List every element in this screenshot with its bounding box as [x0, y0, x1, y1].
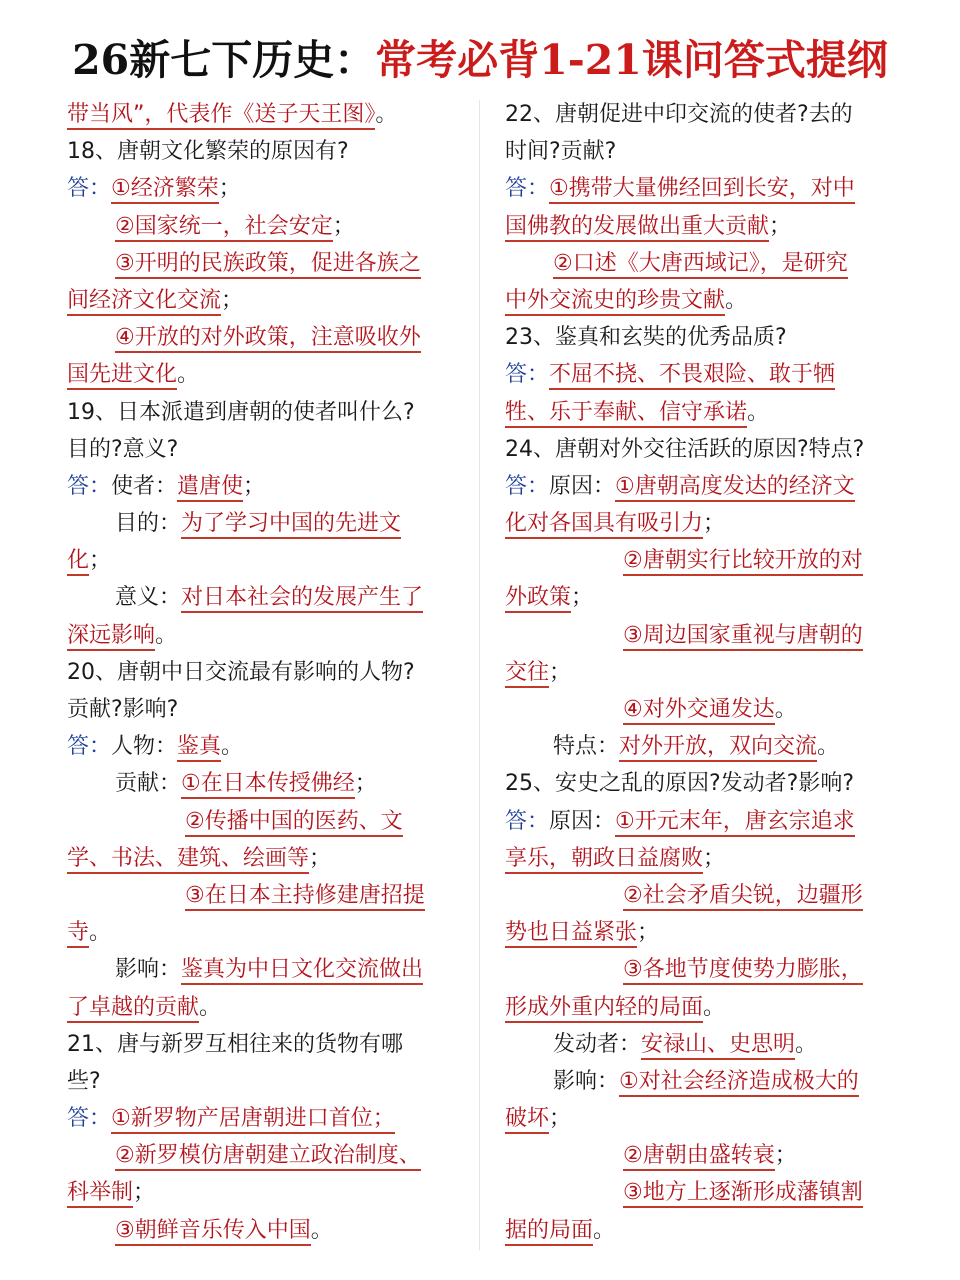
answer-key: 意义：	[115, 585, 182, 611]
punctuation: 。	[817, 734, 840, 760]
answer-line	[505, 617, 897, 654]
answer-text: 安禄山、史思明	[641, 1032, 795, 1060]
question-24: 24、唐朝对外交往活跃的原因?特点?	[505, 436, 865, 462]
question-22: 22、唐朝促进中印交流的使者?去的	[505, 102, 853, 127]
answer-line	[505, 356, 897, 393]
answer-line	[67, 1174, 459, 1211]
punctuation: 。	[177, 362, 200, 388]
answer-line	[67, 245, 459, 282]
answer-text: ①携带大量佛经回到长安，对中	[549, 176, 855, 204]
answer-line	[67, 1100, 459, 1137]
answer-line	[505, 840, 897, 877]
answer-line	[67, 319, 459, 356]
answer-line	[505, 1026, 897, 1063]
answer-text: 形成外重内轻的局面	[505, 995, 703, 1023]
answer-text: ②国家统一，社会安定	[115, 214, 333, 242]
punctuation: 。	[725, 287, 748, 313]
question-19-cont: 目的?意义?	[67, 436, 179, 462]
punctuation: ；	[89, 548, 112, 574]
answer-text: ①唐朝高度发达的经济文	[615, 474, 855, 502]
answer-line	[67, 542, 459, 579]
answer-text: 对日本社会的发展产生了	[181, 585, 423, 613]
answer-text: ③地方上逐渐形成藩镇割	[623, 1180, 863, 1208]
right-column	[505, 96, 897, 1249]
answer-line	[67, 579, 459, 616]
punctuation: 。	[375, 102, 398, 127]
answer-line	[67, 617, 459, 654]
answer-line	[67, 1137, 459, 1174]
punctuation: 。	[593, 1217, 616, 1243]
answer-text: 国佛教的发展做出重大贡献	[505, 214, 769, 242]
answer-line	[67, 505, 459, 542]
answer-text: 国先进文化	[67, 362, 177, 390]
answer-text: ②社会矛盾尖锐，边疆形	[623, 883, 863, 911]
answer-text: ③各地节度使势力膨胀，	[623, 957, 863, 985]
answer-text: 交往	[505, 660, 549, 688]
answer-line	[505, 989, 897, 1026]
answer-text: 学、书法、建筑、绘画等	[67, 846, 309, 874]
answer-line	[67, 208, 459, 245]
answer-line	[505, 1100, 897, 1137]
answer-key: 影响：	[115, 957, 182, 983]
answer-line	[505, 245, 897, 282]
answer-line	[67, 170, 459, 207]
question-20: 20、唐朝中日交流最有影响的人物?	[67, 659, 415, 685]
answer-text: ④开放的对外政策，注意吸收外	[115, 325, 421, 353]
answer-line	[505, 691, 897, 728]
answer-text: ③朝鲜音乐传入中国	[115, 1218, 311, 1246]
answer-line	[67, 1212, 459, 1249]
question-19: 19、日本派遣到唐朝的使者叫什么?	[67, 399, 415, 425]
answer-line	[505, 282, 897, 319]
answer-text: ③周边国家重视与唐朝的	[623, 623, 863, 651]
answer-line	[67, 96, 459, 133]
answer-line	[505, 542, 897, 579]
answer-label: 答：	[505, 473, 550, 499]
answer-text: 鉴真	[177, 734, 221, 762]
answer-label: 答：	[505, 808, 550, 834]
answer-key: 发动者：	[553, 1031, 642, 1057]
answer-text: ①经济繁荣	[111, 176, 219, 204]
answer-line	[67, 728, 459, 765]
question-18: 18、唐朝文化繁荣的原因有?	[67, 139, 349, 165]
punctuation: 。	[747, 399, 770, 425]
answer-line	[67, 282, 459, 319]
answer-line	[505, 803, 897, 840]
answer-text: 间经济文化交流	[67, 288, 221, 316]
answer-line	[67, 877, 459, 914]
answer-text: 对外开放，双向交流	[619, 734, 817, 762]
punctuation: ；	[133, 1180, 156, 1206]
title-topic-part: 常考必背1-21课问答式提纲	[375, 36, 888, 84]
answer-text: 化	[67, 548, 89, 576]
answer-text: 据的局面	[505, 1218, 593, 1246]
column-divider	[479, 100, 480, 1250]
punctuation: 。	[795, 1031, 818, 1057]
answer-text: 不屈不挠、不畏艰险、敢于牺	[549, 362, 835, 390]
punctuation: 。	[155, 622, 178, 648]
answer-line	[505, 654, 897, 691]
answer-text: 外政策	[505, 585, 571, 613]
answer-text: 鉴真为中日文化交流做出	[181, 957, 423, 985]
answer-line	[505, 728, 897, 765]
answer-line	[505, 505, 897, 542]
answer-text: ④对外交通发达	[623, 697, 775, 725]
punctuation: ；	[549, 1106, 572, 1132]
punctuation: ；	[332, 213, 355, 239]
page-title	[0, 34, 960, 86]
answer-label: 答：	[67, 734, 112, 760]
answer-text: 中外交流史的珍贵文献	[505, 288, 725, 316]
question-21: 21、唐与新罗互相往来的货物有哪	[67, 1031, 403, 1057]
answer-text: 深远影响	[67, 623, 155, 651]
answer-line	[505, 1212, 897, 1249]
answer-key: 目的：	[115, 511, 182, 537]
punctuation: ；	[703, 845, 726, 871]
answer-line	[67, 765, 459, 802]
answer-text: ①新罗物产居唐朝进口首位；	[111, 1106, 395, 1134]
answer-text: 牲、乐于奉献、信守承诺	[505, 400, 747, 428]
answer-text: ②唐朝实行比较开放的对	[623, 548, 863, 576]
answer-label: 答：	[505, 176, 550, 202]
punctuation: ；	[309, 845, 332, 871]
punctuation: 。	[199, 994, 222, 1020]
punctuation: ；	[571, 585, 594, 611]
answer-text: 破坏	[505, 1106, 549, 1134]
answer-key: 贡献：	[115, 771, 182, 797]
answer-text: ①在日本传授佛经	[181, 771, 355, 799]
title-grade-part: 26新七下历史：	[72, 36, 376, 84]
answer-text: ②新罗模仿唐朝建立政治制度、	[115, 1143, 421, 1171]
punctuation: 。	[703, 994, 726, 1020]
answer-text: 寺	[67, 920, 89, 948]
answer-line	[67, 989, 459, 1026]
answer-label: 答：	[67, 473, 112, 499]
answer-text: ①开元末年，唐玄宗追求	[615, 809, 855, 837]
answer-line	[67, 951, 459, 988]
answer-line	[505, 1174, 897, 1211]
answer-line	[505, 394, 897, 431]
answer-text: ③开明的民族政策，促进各族之	[115, 251, 421, 279]
answer-key: 特点：	[553, 734, 620, 760]
answer-line	[505, 170, 897, 207]
answer-line	[67, 840, 459, 877]
answer-text: 为了学习中国的先进文	[181, 511, 401, 539]
question-25: 25、安史之乱的原因?发动者?影响?	[505, 771, 855, 797]
answer-text: ②唐朝由盛转衰	[623, 1143, 775, 1171]
answer-line	[67, 803, 459, 840]
answer-key: 人物：	[111, 734, 178, 760]
punctuation: ；	[703, 511, 726, 537]
answer-text: 势也日益紧张	[505, 920, 637, 948]
answer-line	[67, 468, 459, 505]
answer-line	[505, 914, 897, 951]
answer-line	[505, 951, 897, 988]
answer-line	[505, 468, 897, 505]
punctuation: ；	[637, 920, 660, 946]
punctuation: ；	[549, 659, 572, 685]
answer-line	[67, 356, 459, 393]
answer-line	[505, 579, 897, 616]
answer-text: ②传播中国的医药、文	[185, 809, 403, 837]
question-21-cont: 些?	[67, 1068, 101, 1094]
punctuation: 。	[774, 697, 797, 722]
answer-key: 影响：	[553, 1068, 620, 1094]
punctuation: ；	[243, 473, 266, 499]
punctuation: ；	[221, 287, 244, 313]
punctuation: ；	[774, 1143, 797, 1169]
answer-key: 原因：	[549, 473, 616, 499]
punctuation: ；	[354, 771, 377, 797]
answer-label: 答：	[505, 362, 550, 388]
punctuation: ；	[218, 176, 241, 202]
answer-text: ②口述《大唐西域记》，是研究	[553, 251, 848, 279]
punctuation: 。	[310, 1217, 333, 1243]
answer-line	[505, 1063, 897, 1100]
answer-text: ③在日本主持修建唐招提	[185, 883, 425, 911]
question-23: 23、鉴真和玄奘的优秀品质?	[505, 325, 787, 351]
answer-line	[505, 877, 897, 914]
answer-line	[505, 1137, 897, 1174]
punctuation: 。	[221, 734, 244, 760]
answer-text: 了卓越的贡献	[67, 995, 199, 1023]
punctuation: 。	[89, 920, 112, 946]
answer-label: 答：	[67, 1106, 112, 1132]
answer-text: 化对各国具有吸引力	[505, 511, 703, 539]
answer-text: ①对社会经济造成极大的	[619, 1069, 859, 1097]
answer-text: 享乐，朝政日益腐败	[505, 846, 703, 874]
answer-line	[505, 208, 897, 245]
answer-line	[67, 914, 459, 951]
answer-key: 原因：	[549, 808, 616, 834]
left-column	[67, 96, 459, 1249]
answer-text: 遣唐使	[177, 474, 243, 502]
question-22-cont: 时间?贡献?	[505, 139, 617, 165]
question-20-cont: 贡献?影响?	[67, 697, 179, 722]
punctuation: ；	[769, 213, 792, 239]
answer-label: 答：	[67, 176, 112, 202]
answer-key: 使者：	[111, 473, 178, 499]
answer-text: 带当风”，代表作《送子天王图》	[67, 102, 375, 130]
answer-text: 科举制	[67, 1180, 133, 1208]
